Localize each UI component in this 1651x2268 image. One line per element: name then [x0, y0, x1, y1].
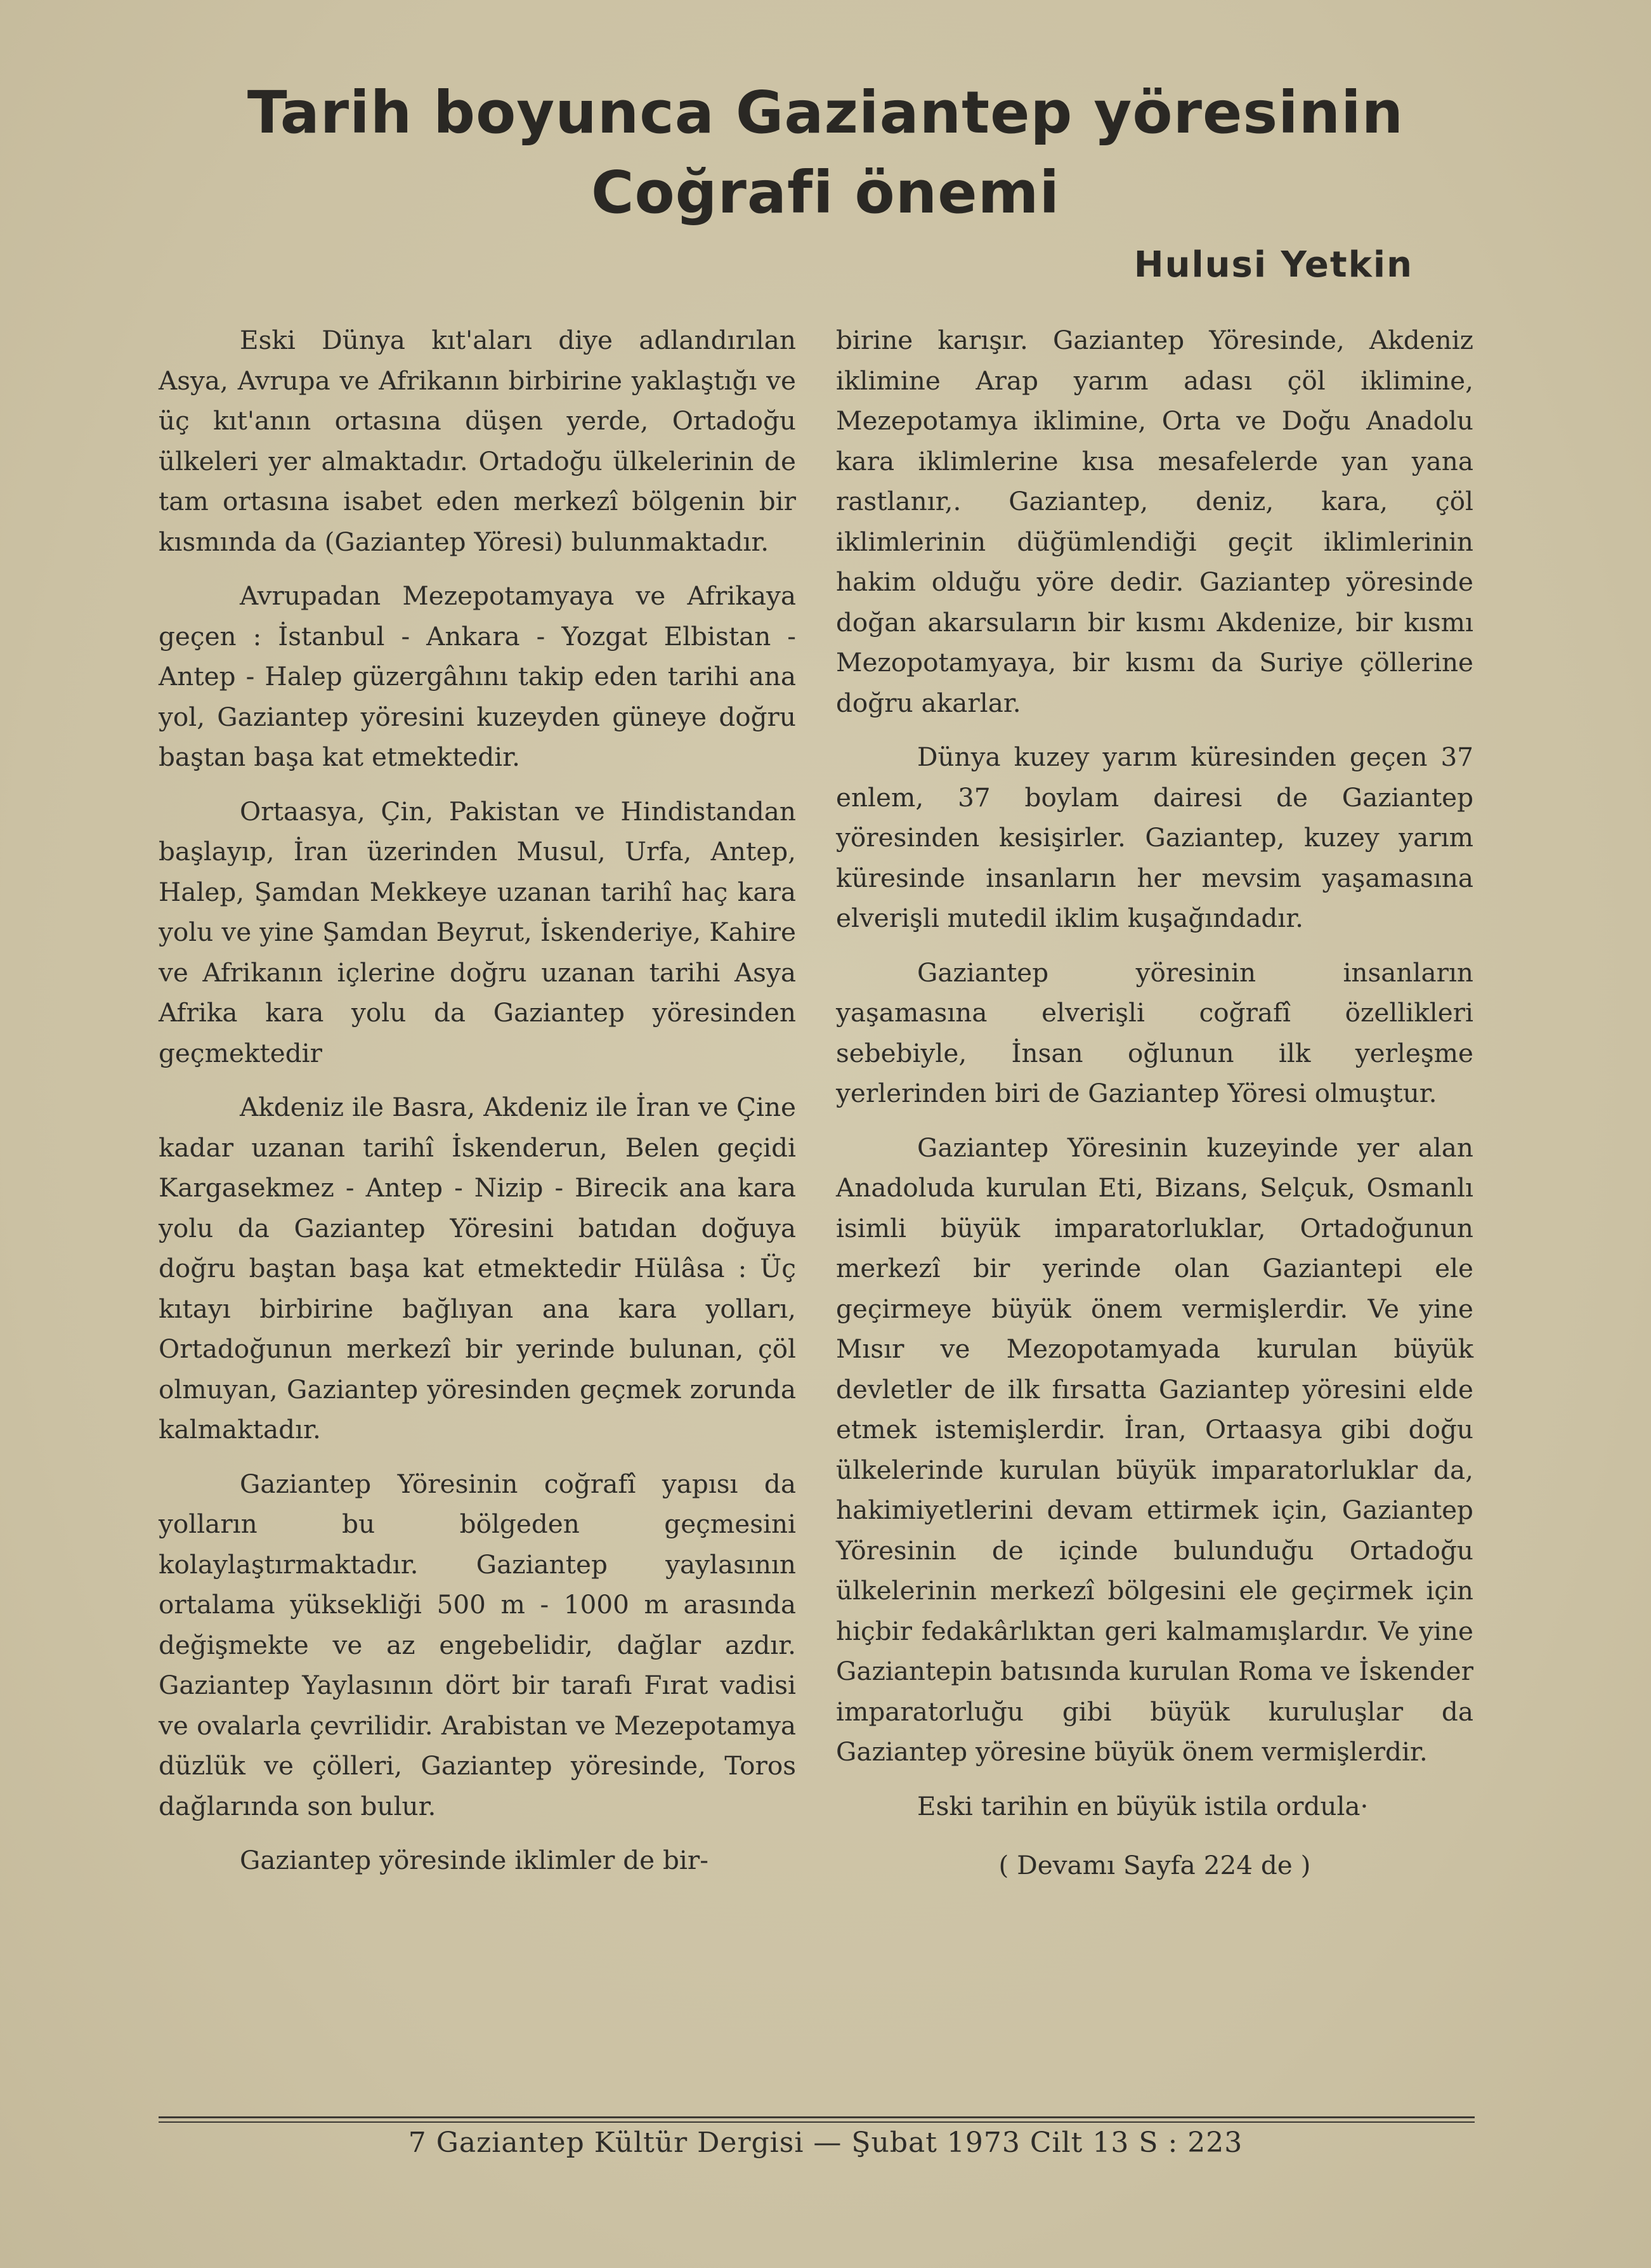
paragraph: birine karışır. Gaziantep Yöresinde, Akdeniz iklimine Arap yarım adası çöl iklimine, Mezepotamya iklimine, Orta ve Doğu Anadolu kara iklimlerine kısa mesafelerde yan yana rastlanır,. Gaziantep, deniz, kara, çöl iklimlerinin düğümlendiği geçit iklimlerinin hakim olduğu yöre dedir. Gaziantep yöresinde doğan akarsuların bir kısmı Akdenize, bir kısmı Mezopotamyaya, bir kısmı da Suriye çöllerine doğru akarlar. — [836, 325, 1473, 718]
paragraph: Gaziantep yöresinde iklimler de bir- — [240, 1845, 708, 1875]
right-text-column — [836, 320, 1473, 1900]
continued-note: ( Devamı Sayfa 224 de ) — [998, 1850, 1311, 1880]
paragraph: Eski tarihin en büyük istila ordula· — [917, 1790, 1369, 1821]
paragraph: Akdeniz ile Basra, Akdeniz ile İran ve Çine kadar uzanan tarihî İskenderun, Belen geçidi Kargasekmez - Antep - Nizip - Birecik ana kara yolu da Gaziantep Yöresini batıdan doğuya doğru baştan başa kat etmektedir Hülâsa : Üç kıtayı birbirine bağlıyan ana kara yolları, Ortadoğunun merkezî bir yerinde bulunan, çöl olmuyan, Gaziantep yöresinden geçmek zorunda kalmaktadır. — [159, 1092, 796, 1445]
paragraph: Gaziantep yöresinin insanların yaşamasına elverişli coğrafî özellikleri sebebiyle, İnsan oğlunun ilk yerleşme yerlerinden biri de Gaziantep Yöresi olmuştur. — [836, 957, 1473, 1108]
page-footer: 7 Gaziantep Kültür Dergisi — Şubat 1973 Cilt 13 S : 223 — [408, 2127, 1243, 2159]
article-author: Hulusi Yetkin — [1133, 244, 1413, 285]
footer-divider — [159, 2116, 1475, 2118]
left-text-column — [159, 320, 796, 1895]
article-title-line-1: Tarih boyunca Gaziantep yöresinin — [247, 79, 1404, 147]
paragraph: Eski Dünya kıt'aları diye adlandırılan Asya, Avrupa ve Afrikanın birbirine yaklaştığı ve üç kıt'anın ortasına düşen yerde, Ortadoğu ülkeleri yer almaktadır. Ortadoğu ülkelerinin de tam ortasına isabet eden merkezî bölgenin bir kısmında da (Gaziantep Yöresi) bulunmaktadır. — [159, 325, 796, 557]
paragraph: Gaziantep Yöresinin coğrafî yapısı da yolların bu bölgeden geçmesini kolaylaştırmaktadır. Gaziantep yaylasının ortalama yüksekliği 500 m - 1000 m arasında değişmekte ve az engebelidir, dağlar azdır. Gaziantep Yaylasının dört bir tarafı Fırat vadisi ve ovalarla çevrilidir. Arabistan ve Mezepotamya düzlük ve çölleri, Gaziantep yöresinde, Toros dağlarında son bulur. — [159, 1468, 796, 1821]
paragraph: Avrupadan Mezepotamyaya ve Afrikaya geçen : İstanbul - Ankara - Yozgat Elbistan - Antep - Halep güzergâhını takip eden tarihi ana yol, Gaziantep yöresini kuzeyden güneye doğru baştan başa kat etmektedir. — [159, 580, 796, 772]
article-title-line-2: Coğrafi önemi — [591, 159, 1060, 226]
paragraph: Ortaasya, Çin, Pakistan ve Hindistandan başlayıp, İran üzerinden Musul, Urfa, Antep, Halep, Şamdan Mekkeye uzanan tarihî haç kara yolu ve yine Şamdan Beyrut, İskenderiye, Kahire ve Afrikanın içlerine doğru uzanan tarihi Asya Afrika kara yolu da Gaziantep yöresinden geçmektedir — [159, 796, 796, 1068]
paragraph: Gaziantep Yöresinin kuzeyinde yer alan Anadoluda kurulan Eti, Bizans, Selçuk, Osmanlı isimli büyük imparatorluklar, Ortadoğunun merkezî bir yerinde olan Gaziantepi ele geçirmeye büyük önem vermişlerdir. Ve yine Mısır ve Mezopotamyada kurulan büyük devletler de ilk fırsatta Gaziantep yöresini elde etmek istemişlerdir. İran, Ortaasya gibi doğu ülkelerinde kurulan büyük imparatorluklar da, hakimiyetlerini devam ettirmek için, Gaziantep Yöresinin de içinde bulunduğu Ortadoğu ülkelerinin merkezî bölgesini ele geçirmek için hiçbir fedakârlıktan geri kalmamışlardır. Ve yine Gaziantepin batısında kurulan Roma ve İskender imparatorluğu gibi büyük kuruluşlar da Gaziantep yöresine büyük önem vermişlerdir. — [836, 1132, 1473, 1767]
paragraph: Dünya kuzey yarım küresinden geçen 37 enlem, 37 boylam dairesi de Gaziantep yöresinden kesişirler. Gaziantep, kuzey yarım küresinde insanların her mevsim yaşamasına elverişli mutedil iklim kuşağındadır. — [836, 742, 1473, 933]
footer-divider — [159, 2121, 1475, 2123]
